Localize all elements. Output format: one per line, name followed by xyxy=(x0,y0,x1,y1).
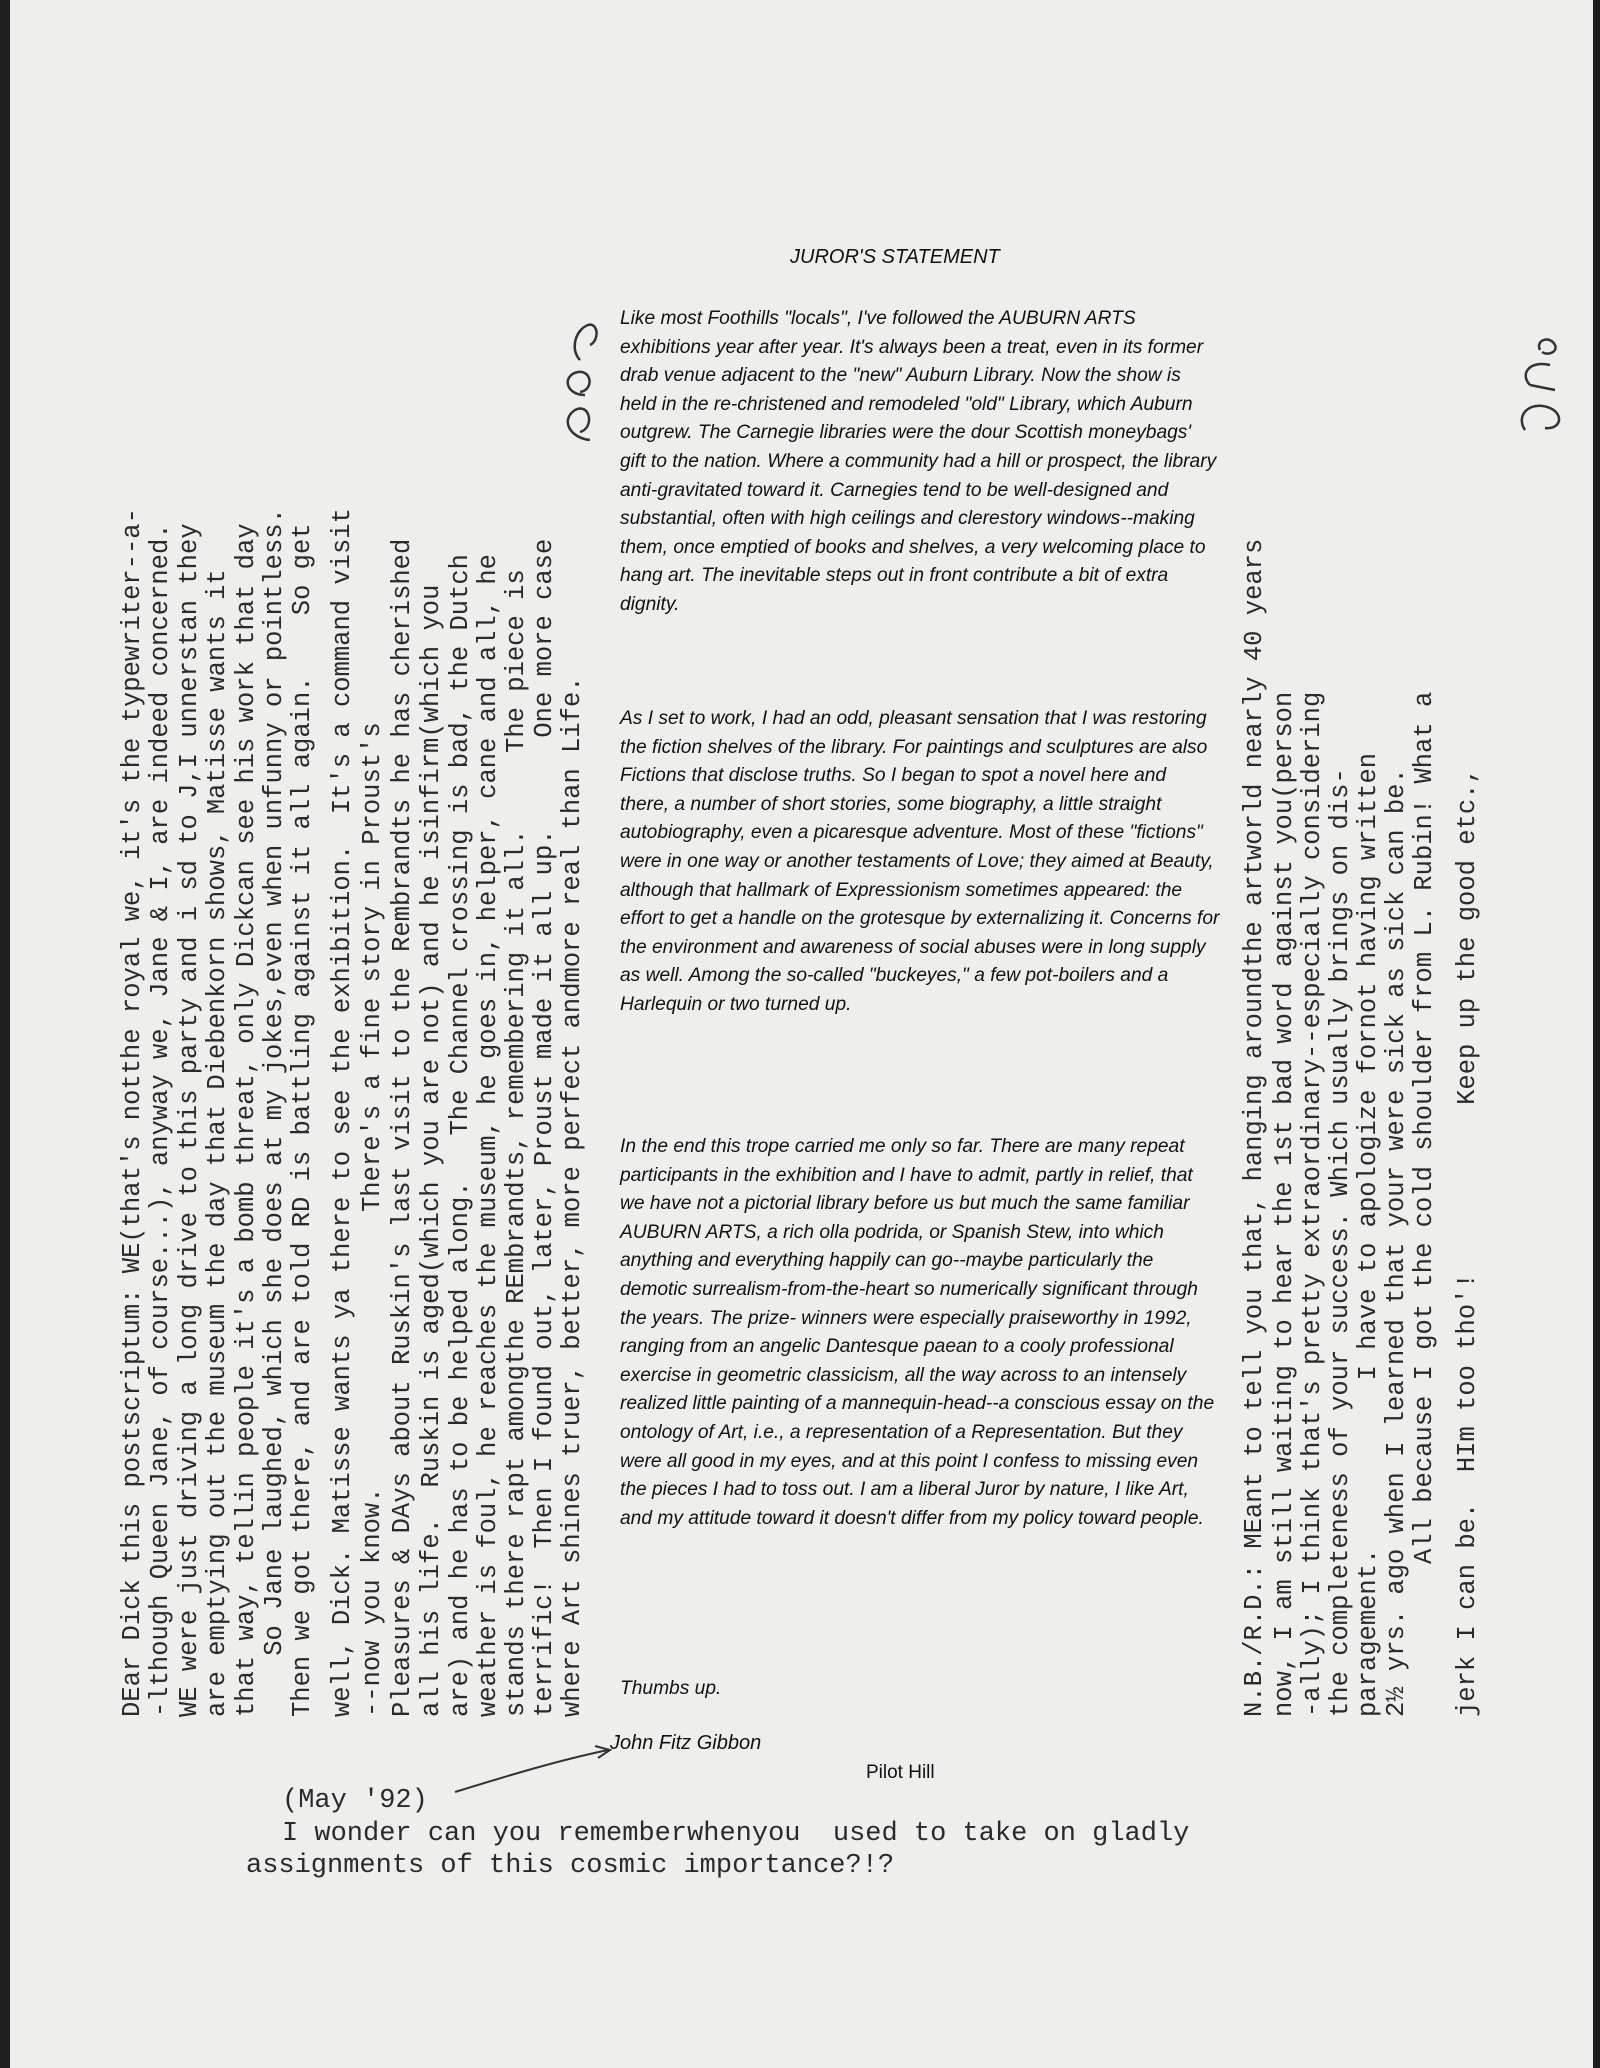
right-letter-line: jerk I can be. HIm too tho'! Keep up the good etc., xyxy=(1453,768,1482,1717)
left-letter-line: well, Dick. Matisse wants ya there to see the exhibition. It's a command visit xyxy=(328,508,357,1717)
left-letter-line: terrific! Then I found out, later, Proust made it all up. One more case xyxy=(530,538,559,1717)
left-letter-line: --now you know. There's a fine story in Proust's xyxy=(358,722,387,1717)
juror-signature: John Fitz Gibbon xyxy=(610,1732,762,1754)
juror-statement-title: JUROR'S STATEMENT xyxy=(790,246,1000,268)
left-letter-line: that way, tellin people it's a bomb threat, only Dickcan see his work that day xyxy=(232,523,261,1717)
right-letter-line: the completeness of your success. Which usually brings on dis- xyxy=(1326,768,1355,1717)
left-letter-line: are emptying out the museum the day that Diebenkorn shows, Matisse wants it xyxy=(203,569,232,1717)
juror-paragraph: Like most Foothills "locals", I've followed the AUBURN ARTS exhibitions year after year. It's always been a treat, even in its former drab venue adjacent to the "new" Auburn Library. Now the show is held in the re-christened and remodeled "old" Library, which Auburn outgrew. The Carnegie libraries were the dour Scottish moneybags' gift to the nation. Where a community had a hill or prospect, the library anti-gravitated toward it. Carnegies tend to be well-designed and substantial, often with high ceilings and clerestory windows--making them, once emptied of books and shelves, a very welcoming place to hang art. The inevitable steps out in front contribute a bit of extra dignity. xyxy=(620,308,1217,615)
right-letter-line: paragement. I have to apologize fornot having written xyxy=(1354,752,1383,1717)
left-letter-line: -lthough Queen Jane, of course...), anyway we, Jane & I, are indeed concerned. xyxy=(146,523,175,1717)
handwritten-initials-right xyxy=(1510,330,1570,440)
left-letter-line: where Art shines truer, better, more perfect andmore real than Life. xyxy=(558,676,587,1717)
arrow-annotation xyxy=(450,1740,620,1800)
left-letter-line: stands there rapt amongthe REmbrandts, remembering it all. The piece is xyxy=(502,569,531,1717)
left-letter-line: So Jane laughed, which she does at my jokes,even when unfunny or pointless. xyxy=(260,508,289,1717)
right-letter-line: All because I got the cold shoulder from L. Rubin! What a xyxy=(1410,691,1439,1717)
juror-paragraph: In the end this trope carried me only so far. There are many repeat participants in the exhibition and I have to admit, partly in relief, that we have not a pictorial library before us but much the same familiar AUBURN ARTS, a rich olla podrida, or Spanish Stew, into which anything and everything happily can go--maybe particularly the demotic surrealism-from-the-heart so numerically significant through the years. The prize- winners were especially praiseworthy in 1992, ranging from an angelic Dantesque paean to a cooly professional exercise in geometric classicism, all the way across to an intensely realized little painting of a mannequin-head--a conscious essay on the ontology of Art, i.e., a representation of a Representation. But they were all good in my eyes, and at this point I confess to missing even the pieces I had to toss out. I am a liberal Juror by nature, I like Art, and my attitude toward it doesn't differ from my policy toward people. xyxy=(620,1136,1215,1529)
left-letter-line: WE were just driving a long drive to this party and i sd to J,I unnerstan they xyxy=(175,523,204,1717)
right-letter-line: 2½ yrs. ago when I learned that your were sick as sick can be. xyxy=(1382,768,1411,1717)
left-letter-line: weather is foul, he reaches the museum, he goes in, helper, cane and all, he xyxy=(474,554,503,1717)
right-letter-line: -ally); I think that's pretty extraordinary--especially considering xyxy=(1298,691,1327,1717)
bottom-line-2: assignments of this cosmic importance?!? xyxy=(246,1851,895,1881)
left-letter-line: are) and he has to be helped along. The Channel crossing is bad, the Dutch xyxy=(446,554,475,1717)
left-letter-line: all his life. Ruskin is aged(which you are not) and he isinfirm(which you xyxy=(417,584,446,1717)
left-letter-line: Pleasures & DAys about Ruskin's last visit to the Rembrandts he has cherished xyxy=(388,538,417,1717)
left-letter-line: DEar Dick this postscriptum: WE(that's notthe royal we, it's the typewriter--a- xyxy=(118,508,147,1717)
juror-location: Pilot Hill xyxy=(866,1762,935,1783)
letter-page xyxy=(10,0,1593,2068)
bottom-line-1: I wonder can you rememberwhenyou used to take on gladly xyxy=(282,1819,1190,1849)
bottom-date: (May '92) xyxy=(282,1786,428,1816)
handwritten-initials-left xyxy=(550,310,610,450)
right-letter-line: now, I am still waiting to hear the 1st bad word against you(person xyxy=(1270,691,1299,1717)
juror-paragraph: Thumbs up. xyxy=(620,1678,722,1699)
right-letter-line: N.B./R.D.: MEant to tell you that, hanging aroundthe artworld nearly 40 years xyxy=(1240,538,1269,1717)
left-letter-line: Then we got there, and are told RD is battling against it all again. So get xyxy=(288,523,317,1717)
juror-paragraph: As I set to work, I had an odd, pleasant sensation that I was restoring the fiction shelves of the library. For paintings and sculptures are also Fictions that disclose truths. So I began to spot a novel here and there, a number of short stories, some biography, a little straight autobiography, even a picaresque adventure. Most of these "fictions" were in one way or another testaments of Love; they aimed at Beauty, although that hallmark of Expressionism sometimes appeared: the effort to get a handle on the grotesque by externalizing it. Concerns for the environment and awareness of social abuses were in long supply as well. Among the so-called "buckeyes," a few pot-boilers and a Harlequin or two turned up. xyxy=(620,708,1220,1015)
